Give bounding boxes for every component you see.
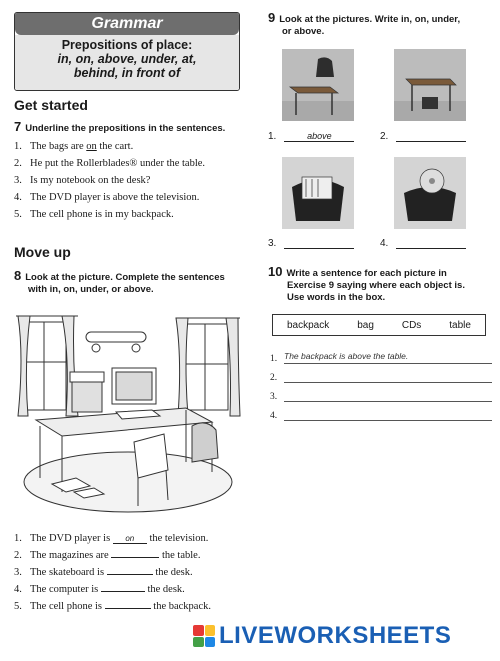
item-text: the desk. [155, 567, 193, 578]
logo-square-icon [205, 637, 216, 648]
ex7-list [14, 138, 205, 223]
picture-backpack-above-table [282, 49, 354, 121]
item-text: the cart. [96, 141, 134, 152]
answer-blank[interactable] [396, 238, 466, 249]
item-text: the table. [161, 550, 201, 561]
ex8-number: 8 [14, 268, 22, 283]
item-number: 2. [14, 158, 22, 169]
answer-blank[interactable]: above [284, 131, 354, 142]
ex10-item [270, 383, 492, 402]
item-text[interactable]: The cell phone is in my backpack. [30, 209, 174, 220]
ex10-item [270, 345, 492, 364]
picture-cds-on-bag [394, 157, 466, 229]
item-number: 4. [14, 192, 22, 203]
ex9-answer-3 [268, 238, 354, 249]
liveworksheets-logo[interactable] [193, 622, 451, 650]
ex9-answer-4 [380, 238, 466, 249]
item-number: 3. [268, 238, 277, 249]
answer-line[interactable] [284, 370, 492, 383]
ex9-answer-1 [268, 131, 354, 142]
ex7-item[interactable] [14, 206, 205, 223]
ex7-item[interactable] [14, 155, 205, 172]
item-number: 2. [14, 550, 22, 561]
underlined-preposition[interactable]: on [86, 141, 97, 152]
item-number: 2. [270, 373, 278, 383]
word-box-item: backpack [286, 319, 330, 331]
answer-line[interactable]: The backpack is above the table. [284, 351, 492, 364]
grammar-topic-line2: in, on, above, under, at, [57, 52, 197, 66]
item-number: 1. [14, 141, 22, 152]
ex10-item [270, 364, 492, 383]
answer-blank[interactable] [284, 238, 354, 249]
item-number: 2. [380, 131, 389, 142]
ex7-heading [14, 121, 225, 135]
grammar-title: Grammar [15, 13, 239, 35]
answer-blank[interactable]: on [113, 535, 147, 544]
picture-cds-in-bag [282, 157, 354, 229]
ex7-item [14, 138, 205, 155]
grammar-topic-line3: behind, in front of [73, 66, 181, 80]
ex10-instruction-3: Use words in the box. [287, 292, 386, 303]
ex8-heading [14, 270, 225, 296]
ex8-instruction-2: with in, on, under, or above. [28, 284, 154, 295]
word-box [272, 314, 486, 336]
liveworksheets-mark-icon [193, 625, 215, 647]
word-box-item: table [449, 319, 471, 331]
ex9-instruction-2: or above. [282, 26, 325, 37]
ex10-item [270, 402, 492, 421]
word-box-item: bag [357, 319, 374, 331]
item-number: 5. [14, 601, 22, 612]
ex8-item [14, 598, 211, 615]
item-number: 1. [270, 354, 278, 364]
section-get-started: Get started [14, 97, 88, 113]
item-text: The bags are [30, 141, 87, 152]
grammar-topic-line1: Prepositions of place: [61, 38, 193, 52]
answer-blank[interactable] [105, 608, 151, 609]
item-number: 4. [380, 238, 389, 249]
logo-text: LIVEWORKSHEETS [219, 622, 452, 649]
ex8-item [14, 547, 211, 564]
item-number: 4. [14, 584, 22, 595]
item-text: The skateboard is [30, 567, 105, 578]
item-text[interactable]: The DVD player is above the television. [30, 192, 200, 203]
grammar-topic [15, 35, 239, 90]
ex10-number: 10 [268, 264, 283, 279]
ex7-item[interactable] [14, 189, 205, 206]
answer-blank[interactable] [107, 574, 153, 575]
ex7-item[interactable] [14, 172, 205, 189]
item-text: the desk. [147, 584, 185, 595]
ex7-number: 7 [14, 119, 22, 134]
ex9-heading [268, 12, 460, 38]
item-number: 4. [270, 411, 278, 421]
ex9-answer-2 [380, 131, 466, 142]
item-text: The cell phone is [30, 601, 103, 612]
ex10-instruction-1: Write a sentence for each picture in [286, 268, 447, 279]
room-illustration [16, 302, 242, 518]
item-number: 1. [268, 131, 277, 142]
logo-square-icon [193, 625, 204, 636]
answer-blank[interactable] [101, 591, 145, 592]
item-text: The computer is [30, 584, 99, 595]
item-text: the television. [149, 533, 209, 544]
ex10-heading [268, 266, 465, 304]
item-number: 3. [14, 175, 22, 186]
answer-blank[interactable] [396, 131, 466, 142]
section-move-up: Move up [14, 244, 71, 260]
logo-square-icon [205, 625, 216, 636]
ex10-list [270, 345, 492, 421]
item-number: 1. [14, 533, 22, 544]
answer-blank[interactable] [111, 557, 159, 558]
ex8-list [14, 530, 211, 615]
item-text: The magazines are [30, 550, 109, 561]
item-number: 5. [14, 209, 22, 220]
word-box-item: CDs [401, 319, 422, 331]
ex7-instruction: Underline the prepositions in the sentences. [25, 123, 226, 134]
logo-square-icon [193, 637, 204, 648]
ex8-item [14, 530, 211, 547]
answer-line[interactable] [284, 389, 492, 402]
ex8-item [14, 581, 211, 598]
item-text: The DVD player is [30, 533, 111, 544]
item-text[interactable]: He put the Rollerblades® under the table. [30, 158, 206, 169]
ex8-instruction-1: Look at the picture. Complete the sentences [25, 272, 225, 283]
answer-line[interactable] [284, 408, 492, 421]
ex9-instruction-1: Look at the pictures. Write in, on, under, [279, 14, 461, 25]
ex8-item [14, 564, 211, 581]
item-text[interactable]: Is my notebook on the desk? [30, 175, 151, 186]
item-number: 3. [14, 567, 22, 578]
ex9-number: 9 [268, 10, 276, 25]
item-number: 3. [270, 392, 278, 402]
item-text: the backpack. [153, 601, 212, 612]
ex10-instruction-2: Exercise 9 saying where each object is. [287, 280, 465, 291]
picture-bag-under-table [394, 49, 466, 121]
grammar-box [14, 12, 240, 91]
